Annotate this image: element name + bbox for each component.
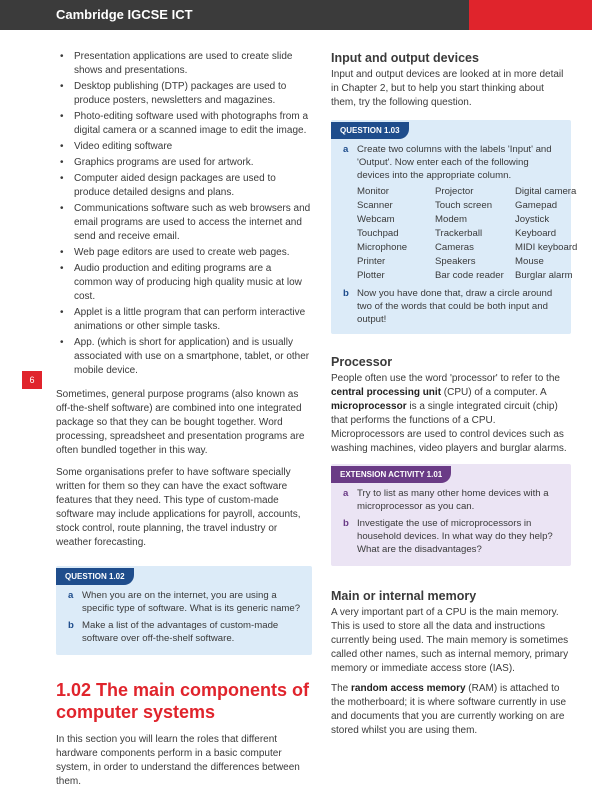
question-item	[56, 589, 312, 615]
list-item: • Audio production and editing programs are a common way of producing high quality music at low cost.	[56, 262, 312, 304]
question-text: Try to list as many other home devices with a microprocessor as you can.	[357, 488, 549, 512]
io-heading: Input and output devices	[331, 51, 479, 65]
question-letter: b	[343, 518, 349, 529]
extension-activity-box	[331, 464, 571, 566]
device-item: Scanner	[357, 200, 393, 211]
list-item: • App. (which is short for application) and is usually associated with use on a smartphone, tablet, or other mobile device.	[56, 336, 312, 378]
section-heading: 1.02 The main components of computer systems	[56, 680, 310, 722]
question-letter: a	[343, 488, 349, 499]
question-text: Now you have done that, draw a circle around two of the words that could be both input and output!	[357, 288, 553, 325]
memory-paragraph-1: A very important part of a CPU is the main memory. This is used to store all the data and instructions currently being used. The main memory is sometimes called other names, such as internal memory, primary memory or immediate access store (IAS).	[331, 607, 569, 674]
question-item	[331, 517, 571, 556]
device-item: Printer	[357, 256, 386, 267]
device-item: Trackerball	[435, 228, 483, 239]
text-run: (CPU) of a computer. A	[441, 387, 547, 398]
device-item: Burglar alarm	[515, 270, 573, 281]
text-run: (RAM) is attached to the motherboard; it is where software currently in use and documents that you are currently working on are stored whilst you are using them.	[331, 683, 567, 736]
memory-paragraph-2	[331, 682, 571, 738]
io-paragraph: Input and output devices are looked at in more detail in Chapter 2, but to help you start thinking about them, try the following question.	[331, 69, 564, 108]
device-item: Touch screen	[435, 200, 493, 211]
question-item	[331, 287, 571, 326]
device-item: Speakers	[435, 256, 476, 267]
device-grid	[357, 185, 578, 283]
keyword-cpu: central processing unit	[331, 387, 442, 398]
question-item	[331, 143, 571, 182]
keyword-ram: random access memory	[351, 683, 466, 694]
question-text: Investigate the use of microprocessors in household devices. In what way do they help? What are the disadvantages?	[357, 518, 553, 555]
device-item: Keyboard	[515, 228, 557, 239]
list-item: • Communications software such as web browsers and email programs are used to access the internet and send and receive email.	[56, 202, 312, 244]
processor-paragraph	[331, 372, 571, 456]
list-item: • Photo-editing software used with photographs from a digital camera or a scanned image to edit the image.	[56, 110, 312, 138]
memory-heading: Main or internal memory	[331, 589, 477, 603]
list-item: • Video editing software	[56, 140, 312, 154]
software-bullet-list	[56, 50, 312, 378]
question-text: When you are on the internet, you are using a specific type of software. What is its generic name?	[82, 590, 301, 614]
extension-label: EXTENSION ACTIVITY 1.01	[331, 466, 451, 483]
device-item: Gamepad	[515, 200, 558, 211]
page-header	[0, 0, 592, 30]
device-item: Plotter	[357, 270, 385, 281]
text-run: The	[331, 683, 352, 694]
paragraph-integrated-package: Sometimes, general purpose programs (also known as off-the-shelf software) are combined into one integrated package so that they can be bought together. Word processing, spreadsheet and presentation programs are often bundled together in this way.	[56, 389, 305, 456]
question-1-03-box	[331, 120, 578, 334]
device-item: Bar code reader	[435, 270, 504, 281]
processor-heading: Processor	[331, 355, 393, 369]
device-item: Webcam	[357, 214, 395, 225]
question-1-02-box	[56, 566, 312, 655]
right-column	[331, 50, 578, 738]
device-item: Modem	[435, 214, 467, 225]
list-item: • Presentation applications are used to create slide shows and presentations.	[56, 50, 312, 78]
list-item: • Computer aided design packages are used to produce detailed designs and plans.	[56, 172, 312, 200]
question-letter: b	[343, 288, 349, 299]
book-title: Cambridge IGCSE ICT	[56, 7, 193, 22]
list-item: • Web page editors are used to create web pages.	[56, 246, 312, 260]
device-item: Mouse	[515, 256, 544, 267]
question-label: QUESTION 1.03	[331, 122, 409, 139]
header-accent-block	[469, 0, 592, 30]
list-item: • Applet is a little program that can perform interactive animations or other simple tasks.	[56, 306, 312, 334]
keyword-microprocessor: microprocessor	[331, 401, 407, 412]
device-item: Microphone	[357, 242, 408, 253]
question-item	[56, 619, 312, 645]
list-item: • Graphics programs are used for artwork.	[56, 156, 312, 170]
question-label: QUESTION 1.02	[56, 568, 134, 585]
question-text: Create two columns with the labels 'Input' and 'Output'. Now enter each of the following devices into the appropriate column.	[357, 144, 552, 181]
question-item	[331, 487, 571, 513]
device-item: Projector	[435, 186, 474, 197]
device-item: Joystick	[515, 214, 550, 225]
question-letter: b	[68, 620, 74, 631]
paragraph-custom-software: Some organisations prefer to have software specially written for them so they can have the exact software features that they need. This type of custom-made software may include applications for payroll, accounts, stock control, route planning, the travel industry or weather forecasting.	[56, 467, 301, 548]
text-run: is a single integrated circuit (chip) that performs the functions of a CPU. Microprocessors are used to control devices such as washing machines, video players and burglar alarms.	[331, 401, 567, 454]
left-column	[56, 50, 312, 789]
device-item: Monitor	[357, 186, 389, 197]
text-run: People often use the word 'processor' to refer to the	[331, 373, 560, 384]
device-item: Digital camera	[515, 186, 577, 197]
list-item: • Desktop publishing (DTP) packages are used to produce posters, newsletters and magazines.	[56, 80, 312, 108]
device-item: MIDI keyboard	[515, 242, 578, 253]
question-letter: a	[68, 590, 74, 601]
device-item: Cameras	[435, 242, 474, 253]
section-intro: In this section you will learn the roles that different hardware components perform in a basic computer system, in order to understand the differences between them.	[56, 734, 300, 787]
page-number: 6	[22, 371, 42, 389]
device-item: Touchpad	[357, 228, 399, 239]
question-text: Make a list of the advantages of custom-made software over off-the-shelf software.	[82, 620, 279, 644]
question-letter: a	[343, 144, 349, 155]
